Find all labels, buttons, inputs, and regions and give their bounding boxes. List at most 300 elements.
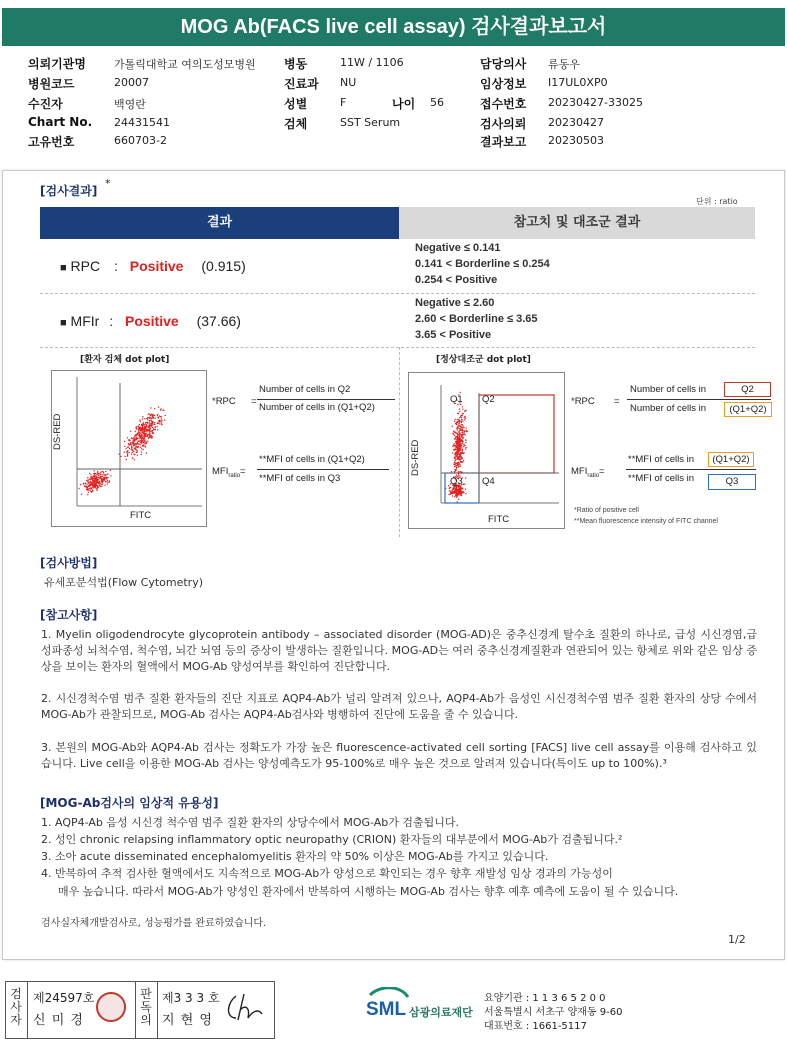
company-address: 서울특별시 서초구 양재동 9-60: [484, 1007, 623, 1018]
mfir-sep: :: [109, 313, 114, 329]
scatter-dot: [147, 418, 148, 419]
scatter-dot: [155, 418, 156, 419]
scatter-dot: [119, 454, 120, 455]
sex-value: F: [340, 96, 347, 109]
scatter-dot: [97, 473, 98, 474]
scatter-dot: [106, 477, 107, 478]
scatter-dot: [456, 428, 457, 429]
scatter-dot: [131, 449, 132, 450]
scatter-dot: [130, 444, 131, 445]
unique-no-value: 660703-2: [114, 134, 167, 147]
scatter-dot: [461, 424, 462, 425]
scatter-dot: [462, 491, 463, 492]
scatter-dot: [145, 446, 146, 447]
reviewer-label-char: 판: [140, 987, 152, 1001]
scatter-dot: [147, 422, 148, 423]
scatter-dot: [163, 410, 164, 411]
scatter-dot: [457, 426, 458, 427]
footnote-rpc: *Ratio of positive cell: [574, 507, 639, 514]
scatter-dot: [458, 423, 459, 424]
scatter-dot: [80, 484, 81, 485]
report-title: MOG Ab(FACS live cell assay) 검사결과보고서: [2, 8, 785, 46]
scatter-dot: [454, 435, 455, 436]
mfir-bullet: ■: [60, 317, 67, 329]
mfir-ref-positive: 3.65 < Positive: [415, 329, 492, 341]
scatter-dot: [456, 459, 457, 460]
scatter-dot: [458, 420, 459, 421]
scatter-dot: [145, 426, 146, 427]
scatter-dot: [124, 446, 125, 447]
scatter-dot: [81, 494, 82, 495]
mfir-value: (37.66): [196, 313, 241, 329]
scatter-dot: [86, 483, 87, 484]
scatter-dot: [107, 477, 108, 478]
ward-label: 병동: [284, 57, 308, 71]
scatter-dot: [134, 444, 135, 445]
scatter-dot: [101, 471, 102, 472]
scatter-dot: [133, 442, 134, 443]
scatter-dot: [92, 490, 93, 491]
scatter-dot: [136, 450, 137, 451]
control-mfi-eq: =: [599, 466, 605, 477]
scatter-dot: [92, 486, 93, 487]
scatter-dot: [149, 426, 150, 427]
scatter-dot: [152, 430, 153, 431]
control-mfi-text: MFI: [571, 466, 588, 477]
scatter-dot: [95, 477, 96, 478]
scatter-dot: [461, 422, 462, 423]
tester-name: 신 미 경: [33, 1013, 84, 1028]
scatter-dot: [451, 471, 452, 472]
scatter-dot: [453, 491, 454, 492]
scatter-dot: [457, 451, 458, 452]
scatter-dot: [459, 435, 460, 436]
scatter-dot: [137, 451, 138, 452]
scatter-dot: [102, 474, 103, 475]
scatter-dot: [465, 440, 466, 441]
scatter-dot: [460, 471, 461, 472]
unit-label: 단위 : ratio: [696, 197, 738, 206]
scatter-dot: [455, 432, 456, 433]
scatter-dot: [101, 480, 102, 481]
scatter-dot: [96, 483, 97, 484]
scatter-dot: [459, 437, 460, 438]
clinical-item-4-cont: 매우 높습니다. 따라서 MOG-Ab가 양성인 환자에서 반복하여 시행하는 MOG-Ab 검사는 향후 예후 예측에 도움이 될 수 있습니다.: [58, 885, 679, 898]
scatter-dot: [459, 459, 460, 460]
scatter-dot: [96, 479, 97, 480]
scatter-dot: [160, 421, 161, 422]
control-rpc-eq: =: [614, 396, 620, 407]
reviewer-name: 지 현 영: [162, 1013, 213, 1028]
scatter-dot: [464, 419, 465, 420]
scatter-dot: [104, 474, 105, 475]
scatter-dot: [143, 442, 144, 443]
scatter-dot: [462, 409, 463, 410]
reviewer-license-no: 제3 3 3 호: [162, 991, 220, 1005]
scatter-dot: [139, 429, 140, 430]
scatter-dot: [86, 480, 87, 481]
patient-dot-plot: [51, 370, 207, 527]
patient-mfi-label: [212, 466, 246, 479]
scatter-dot: [463, 430, 464, 431]
rpc-ref-borderline: 0.141 < Borderline ≤ 0.254: [415, 258, 550, 270]
scatter-dot: [458, 472, 459, 473]
mfir-reference: [415, 295, 538, 343]
scatter-dot: [461, 415, 462, 416]
scatter-dot: [461, 450, 462, 451]
scatter-dot: [460, 452, 461, 453]
scatter-dot: [461, 456, 462, 457]
method-title: [검사방법]: [40, 556, 98, 570]
scatter-dot: [459, 411, 460, 412]
scatter-dot: [462, 425, 463, 426]
patient-x-axis-label: FITC: [130, 510, 152, 521]
patient-mfi-eq: =: [240, 466, 246, 477]
scatter-dot: [450, 491, 451, 492]
method-text: 유세포분석법(Flow Cytometry): [44, 576, 204, 589]
scatter-dot: [465, 431, 466, 432]
scatter-dot: [454, 438, 455, 439]
scatter-dot: [130, 442, 131, 443]
scatter-dot: [90, 474, 91, 475]
scatter-dot: [110, 470, 111, 471]
scatter-dot: [459, 466, 460, 467]
reviewer-signature-icon: [222, 990, 266, 1024]
ward-value: 11W / 1106: [340, 56, 404, 69]
certification-text: 검사실자체개발검사로, 성능평가를 완료하였습니다.: [41, 918, 267, 929]
scatter-dot: [106, 478, 107, 479]
scatter-dot: [460, 426, 461, 427]
scatter-dot: [137, 442, 138, 443]
scatter-dot: [139, 428, 140, 429]
mfir-ref-borderline: 2.60 < Borderline ≤ 3.65: [415, 313, 538, 325]
scatter-dot: [154, 424, 155, 425]
scatter-dot: [457, 465, 458, 466]
scatter-dot: [146, 441, 147, 442]
control-rpc-numerator: Number of cells in: [630, 384, 707, 395]
scatter-dot: [460, 445, 461, 446]
scatter-dot: [87, 487, 88, 488]
scatter-dot: [454, 462, 455, 463]
scatter-dot: [141, 438, 142, 439]
scatter-dot: [139, 431, 140, 432]
signature-divider: [135, 981, 136, 1039]
scatter-dot: [105, 471, 106, 472]
scatter-dot: [147, 441, 148, 442]
patient-rpc-eq: =: [251, 396, 257, 407]
scatter-dot: [95, 473, 96, 474]
scatter-dot: [453, 488, 454, 489]
scatter-dot: [464, 411, 465, 412]
scatter-dot: [129, 440, 130, 441]
hospital-code-label: 병원코드: [28, 77, 75, 91]
scatter-dot: [459, 462, 460, 463]
patient-rpc-fraction-line: [257, 399, 395, 400]
notes-paragraph-2: 2. 시신경척수염 범주 질환 환자들의 진단 지표로 AQP4-Ab가 널리 알려져 있으나, AQP4-Ab가 음성인 시신경척수염 범주 질환 환자의 상당 수에서 MOG-Ab가 관찰되므로, MOG-Ab 검사는 AQP4-Ab검사와 병행하여 진단에 도움을 줄 수 있습니다.: [41, 692, 757, 721]
rpc-sep: :: [114, 258, 118, 274]
scatter-dot: [86, 488, 87, 489]
control-q4-label: Q4: [482, 476, 495, 487]
scatter-dot: [137, 433, 138, 434]
scatter-dot: [467, 431, 468, 432]
scatter-dot: [140, 421, 141, 422]
scatter-dot: [459, 494, 460, 495]
scatter-dot: [457, 448, 458, 449]
scatter-dot: [455, 464, 456, 465]
scatter-dot: [454, 421, 455, 422]
scatter-dot: [459, 432, 460, 433]
scatter-dot: [96, 481, 97, 482]
scatter-dot: [458, 494, 459, 495]
scatter-dot: [141, 451, 142, 452]
scatter-dot: [455, 494, 456, 495]
scatter-dot: [144, 433, 145, 434]
scatter-dot: [94, 481, 95, 482]
scatter-dot: [100, 472, 101, 473]
control-q1-label: Q1: [450, 394, 463, 405]
scatter-dot: [456, 453, 457, 454]
scatter-dot: [94, 470, 95, 471]
scatter-dot: [99, 478, 100, 479]
scatter-dot: [156, 426, 157, 427]
scatter-dot: [164, 419, 165, 420]
scatter-dot: [137, 425, 138, 426]
tester-license-no: 제24597호: [33, 991, 95, 1005]
scatter-dot: [131, 447, 132, 448]
control-mfi-sub: ratio: [587, 472, 600, 479]
notes-title: [참고사항]: [40, 608, 98, 622]
scatter-dot: [138, 441, 139, 442]
scatter-dot: [90, 485, 91, 486]
institution-code: 요양기관 : 1 1 3 6 5 2 0 0: [484, 993, 606, 1004]
scatter-dot: [458, 499, 459, 500]
scatter-dot: [138, 443, 139, 444]
scatter-dot: [152, 415, 153, 416]
scatter-dot: [452, 495, 453, 496]
specimen-value: SST Serum: [340, 116, 401, 129]
rpc-value: (0.915): [201, 258, 246, 274]
control-q2-label: Q2: [482, 394, 495, 405]
scatter-dot: [460, 450, 461, 451]
scatter-dot: [449, 487, 450, 488]
scatter-dot: [155, 429, 156, 430]
scatter-dot: [461, 495, 462, 496]
scatter-dot: [157, 423, 158, 424]
scatter-dot: [89, 473, 90, 474]
request-date-value: 20230427: [548, 116, 604, 129]
patient-dots: [78, 406, 165, 495]
scatter-dot: [88, 486, 89, 487]
scatter-dot: [161, 423, 162, 424]
scatter-dot: [130, 431, 131, 432]
scatter-dot: [144, 429, 145, 430]
scatter-dot: [126, 459, 127, 460]
rpc-reference: [415, 240, 550, 288]
scatter-dot: [458, 438, 459, 439]
tester-label-char: 검: [10, 987, 22, 1001]
receipt-no-label: 접수번호: [480, 97, 527, 111]
scatter-dot: [88, 482, 89, 483]
scatter-dot: [151, 438, 152, 439]
patient-label: 수진자: [28, 97, 63, 111]
scatter-dot: [146, 430, 147, 431]
scatter-dot: [135, 431, 136, 432]
scatter-dot: [150, 407, 151, 408]
specimen-label: 검체: [284, 117, 308, 131]
company-phone: 대표번호 : 1661-5117: [484, 1021, 587, 1032]
footnote-mfi: **Mean fluorescence intensity of FITC channel: [574, 518, 718, 525]
scatter-dot: [464, 416, 465, 417]
scatter-dot: [456, 443, 457, 444]
scatter-dot: [462, 430, 463, 431]
scatter-dot: [95, 475, 96, 476]
scatter-dot: [460, 455, 461, 456]
scatter-dot: [102, 481, 103, 482]
scatter-dot: [140, 435, 141, 436]
scatter-dot: [140, 433, 141, 434]
scatter-dot: [456, 497, 457, 498]
scatter-dot: [456, 436, 457, 437]
scatter-dot: [455, 459, 456, 460]
scatter-dot: [459, 417, 460, 418]
control-q2-gate: [479, 395, 554, 473]
scatter-dot: [93, 476, 94, 477]
control-mfi-numerator: **MFI of cells in: [628, 454, 694, 465]
scatter-dot: [101, 484, 102, 485]
scatter-dot: [136, 426, 137, 427]
scatter-dot: [461, 421, 462, 422]
scatter-dot: [142, 416, 143, 417]
control-y-axis-label: DS-RED: [410, 439, 421, 476]
scatter-dot: [150, 415, 151, 416]
scatter-dot: [139, 436, 140, 437]
scatter-dot: [133, 437, 134, 438]
hospital-value: 가톨릭대학교 여의도성모병원: [114, 58, 256, 71]
scatter-dot: [103, 477, 104, 478]
scatter-dot: [462, 443, 463, 444]
scatter-dot: [455, 441, 456, 442]
scatter-dot: [152, 436, 153, 437]
scatter-dot: [149, 424, 150, 425]
scatter-dot: [151, 423, 152, 424]
scatter-dot: [458, 457, 459, 458]
scatter-dot: [460, 446, 461, 447]
scatter-dot: [465, 442, 466, 443]
chart-no-value: 24431541: [114, 116, 170, 129]
scatter-dot: [87, 479, 88, 480]
scatter-dot: [458, 466, 459, 467]
scatter-dot: [105, 481, 106, 482]
receipt-no-value: 20230427-33025: [548, 96, 643, 109]
scatter-dot: [149, 428, 150, 429]
patient-scatter-svg: [52, 371, 206, 526]
scatter-dot: [452, 492, 453, 493]
scatter-dot: [94, 482, 95, 483]
scatter-dot: [453, 433, 454, 434]
scatter-dot: [459, 430, 460, 431]
scatter-dot: [147, 427, 148, 428]
scatter-dot: [128, 452, 129, 453]
control-rpc-fraction-line: [627, 399, 771, 400]
scatter-dot: [124, 451, 125, 452]
scatter-dot: [143, 440, 144, 441]
scatter-dot: [158, 417, 159, 418]
scatter-dot: [462, 420, 463, 421]
row-divider: [40, 293, 755, 294]
control-mfi-label: [571, 466, 605, 479]
tester-label: [8, 988, 24, 1027]
scatter-dot: [96, 489, 97, 490]
scatter-dot: [149, 414, 150, 415]
scatter-dot: [452, 491, 453, 492]
control-plot-title: [정상대조군 dot plot]: [436, 355, 531, 365]
scatter-dot: [461, 493, 462, 494]
scatter-dot: [134, 437, 135, 438]
scatter-dot: [459, 421, 460, 422]
scatter-dot: [460, 443, 461, 444]
scatter-dot: [454, 458, 455, 459]
scatter-dot: [456, 452, 457, 453]
scatter-dot: [456, 469, 457, 470]
scatter-dot: [455, 470, 456, 471]
scatter-dot: [154, 422, 155, 423]
scatter-dot: [455, 445, 456, 446]
scatter-dot: [131, 454, 132, 455]
scatter-dot: [141, 448, 142, 449]
scatter-dot: [460, 488, 461, 489]
scatter-dot: [83, 483, 84, 484]
scatter-dot: [124, 441, 125, 442]
age-label: 나이: [392, 97, 416, 111]
scatter-dot: [456, 491, 457, 492]
scatter-dot: [128, 444, 129, 445]
scatter-dot: [462, 413, 463, 414]
scatter-dot: [88, 489, 89, 490]
scatter-dot: [465, 489, 466, 490]
clinical-info-value: I17UL0XP0: [548, 76, 608, 89]
scatter-dot: [457, 501, 458, 502]
report-date-value: 20230503: [548, 134, 604, 147]
scatter-dot: [104, 485, 105, 486]
scatter-dot: [452, 446, 453, 447]
scatter-dot: [463, 427, 464, 428]
scatter-dot: [126, 452, 127, 453]
scatter-dot: [102, 484, 103, 485]
scatter-dot: [107, 483, 108, 484]
scatter-dot: [133, 454, 134, 455]
rpc-bullet: ■: [60, 262, 67, 274]
reviewer-label: [138, 988, 154, 1027]
mfir-status: Positive: [124, 313, 179, 329]
scatter-dot: [138, 429, 139, 430]
scatter-dot: [152, 427, 153, 428]
scatter-dot: [139, 433, 140, 434]
rpc-result-row: [60, 258, 246, 274]
tester-label-char: 자: [10, 1013, 22, 1027]
scatter-dot: [142, 418, 143, 419]
scatter-dot: [128, 446, 129, 447]
scatter-dot: [104, 480, 105, 481]
report-date-label: 결과보고: [480, 135, 527, 149]
scatter-dot: [466, 428, 467, 429]
scatter-dot: [145, 433, 146, 434]
scatter-dot: [465, 493, 466, 494]
scatter-dot: [461, 447, 462, 448]
rpc-status: Positive: [129, 258, 184, 274]
scatter-dot: [146, 422, 147, 423]
hospital-code-value: 20007: [114, 76, 149, 89]
scatter-dot: [149, 436, 150, 437]
